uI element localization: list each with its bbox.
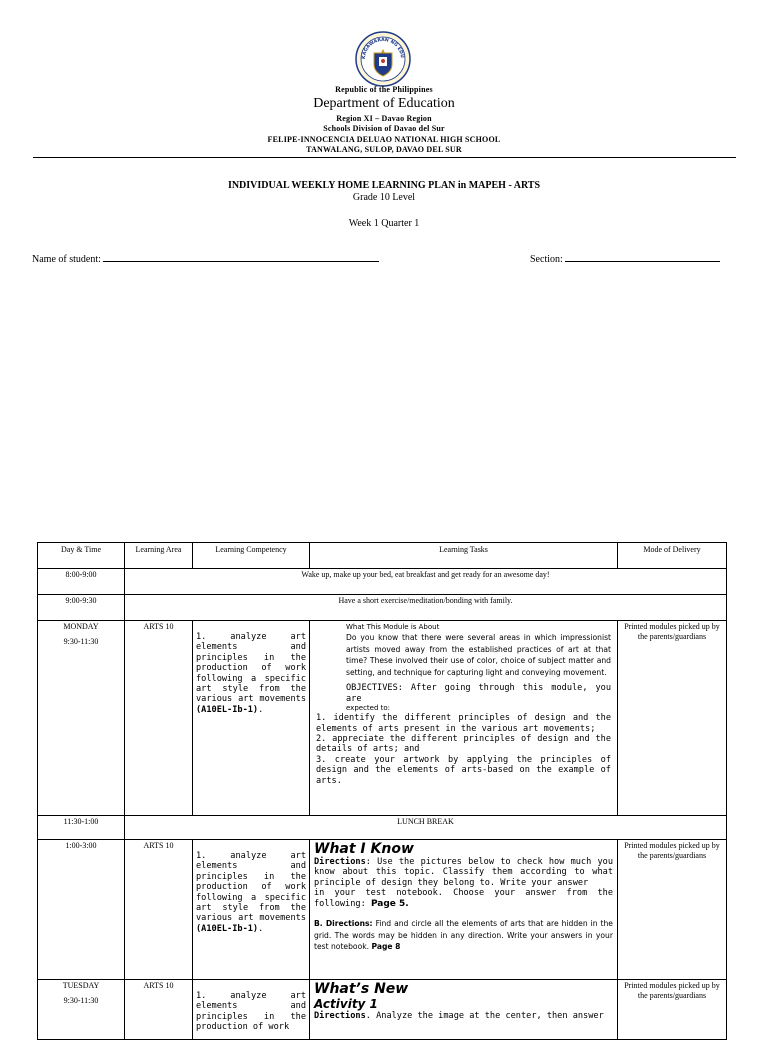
row-time: 1:00-3:00 <box>38 840 125 980</box>
competency-text: 1. analyze art elements and principles in the production of work <box>196 991 306 1033</box>
table-row <box>38 595 727 621</box>
header-mode-of-delivery: Mode of Delivery <box>618 543 727 569</box>
task-objectives: OBJECTIVES: After going through this module, you are <box>346 683 611 704</box>
row-activity-text: Wake up, make up your bed, eat breakfast and get ready for an awesome day! <box>125 569 727 595</box>
task-page-ref: Page 5. <box>370 898 409 909</box>
school-address: TANWALANG, SULOP, DAVAO DEL SUR <box>306 145 462 154</box>
row-competency <box>193 840 310 980</box>
header-divider <box>33 157 736 158</box>
row-competency <box>193 621 310 816</box>
row-time: 9:00-9:30 <box>38 595 125 621</box>
task-objective-1: 1. identify the different principles of design and the elements of arts present in the various art movements; <box>316 713 611 734</box>
row-activity-text: LUNCH BREAK <box>125 816 727 840</box>
competency-text: 1. analyze art elements and principles in the production of work following a specific art style from the various art movements (A10EL-Ib-1). <box>196 632 306 715</box>
school-name: FELIPE-INNOCENCIA DELUAO NATIONAL HIGH SCHOOL <box>267 135 501 144</box>
table-row <box>38 980 727 1040</box>
row-day: TUESDAY <box>62 981 100 990</box>
row-learning-tasks <box>310 980 618 1040</box>
header-learning-competency: Learning Competency <box>193 543 310 569</box>
competency-code: (A10EL-Ib-1) <box>196 704 259 715</box>
table-row <box>38 816 727 840</box>
learning-plan-table <box>37 542 727 1040</box>
header-learning-area: Learning Area <box>125 543 193 569</box>
region-line: Region XI – Davao Region <box>336 114 432 123</box>
task-objective-2: 2. appreciate the different principles of design and the details of arts; and <box>316 734 611 755</box>
table-row <box>38 621 727 816</box>
student-name-field[interactable] <box>32 251 379 265</box>
row-day-time <box>38 621 125 816</box>
task-directions: Directions. Analyze the image at the center, then answer <box>314 1011 604 1021</box>
republic-line: Republic of the Philippines <box>335 85 433 94</box>
row-time: 8:00-9:00 <box>38 569 125 595</box>
row-mode-of-delivery: Printed modules picked up by the parents/guardians <box>618 980 727 1040</box>
row-learning-tasks <box>310 621 618 816</box>
row-competency <box>193 980 310 1040</box>
row-time: 9:30-11:30 <box>63 637 99 646</box>
task-part-b: B. Directions: Find and circle all the elements of arts that are hidden in the grid. The words may be hidden in any direction. Write your answers in your test notebook. Page 8 <box>314 919 613 952</box>
row-activity-text: Have a short exercise/meditation/bonding with family. <box>125 595 727 621</box>
header-learning-tasks: Learning Tasks <box>310 543 618 569</box>
row-learning-area: ARTS 10 <box>125 840 193 980</box>
row-learning-area: ARTS 10 <box>125 621 193 816</box>
task-activity: Activity 1 <box>314 997 378 1011</box>
task-directions: Directions: Use the pictures below to check how much you know about this topic. Classify them according to what principle of design they belong to. Write your answer <box>314 857 613 888</box>
row-mode-of-delivery: Printed modules picked up by the parents/guardians <box>618 621 727 816</box>
competency-text: 1. analyze art elements and principles in the production of work following a specific art style from the various art movements (A10EL-Ib-1). <box>196 851 306 934</box>
week-quarter: Week 1 Quarter 1 <box>348 218 420 229</box>
student-name-label: Name of student: <box>32 254 101 265</box>
row-time: 9:30-11:30 <box>63 996 99 1005</box>
task-heading: What This Module is About <box>346 623 440 631</box>
section-blank[interactable] <box>565 251 720 262</box>
division-line: Schools Division of Davao del Sur <box>323 124 445 133</box>
task-heading: What I Know <box>314 841 414 857</box>
task-directions-cont: in your test notebook. Choose your answer from the following: Page 5. <box>314 888 613 909</box>
row-learning-area: ARTS 10 <box>125 980 193 1040</box>
document-title: INDIVIDUAL WEEKLY HOME LEARNING PLAN in MAPEH - ARTS <box>227 180 541 191</box>
header-day-time: Day & Time <box>38 543 125 569</box>
grade-level: Grade 10 Level <box>352 192 416 203</box>
task-intro: Do you know that there were several areas in which impressionist artists moved away from the established practices of art at that time? These involved their use of color, choice of subject matter and setting, and technique for capturing light and conveying movement. <box>346 633 611 677</box>
table-row <box>38 569 727 595</box>
section-label: Section: <box>530 254 563 265</box>
task-objective-3: 3. create your artwork by applying the principles of design and the elements of arts-based on the example of arts. <box>316 754 611 786</box>
table-row <box>38 840 727 980</box>
table-header-row <box>38 543 727 569</box>
task-heading: What’s New <box>314 981 409 997</box>
department-title: Department of Education <box>313 96 455 111</box>
row-learning-tasks <box>310 840 618 980</box>
section-field[interactable] <box>530 251 720 265</box>
deped-seal-logo <box>355 31 411 87</box>
task-objectives-cont: expected to: <box>346 704 391 713</box>
task-page-ref-b: Page 8 <box>371 942 401 952</box>
seal-text: KAGAWARAN NG EDU <box>361 37 405 60</box>
row-day-time <box>38 980 125 1040</box>
row-mode-of-delivery: Printed modules picked up by the parents/guardians <box>618 840 727 980</box>
row-day: MONDAY <box>63 622 99 631</box>
row-time: 11:30-1:00 <box>38 816 125 840</box>
competency-code: (A10EL-Ib-1) <box>196 923 259 934</box>
student-name-blank[interactable] <box>103 251 379 262</box>
